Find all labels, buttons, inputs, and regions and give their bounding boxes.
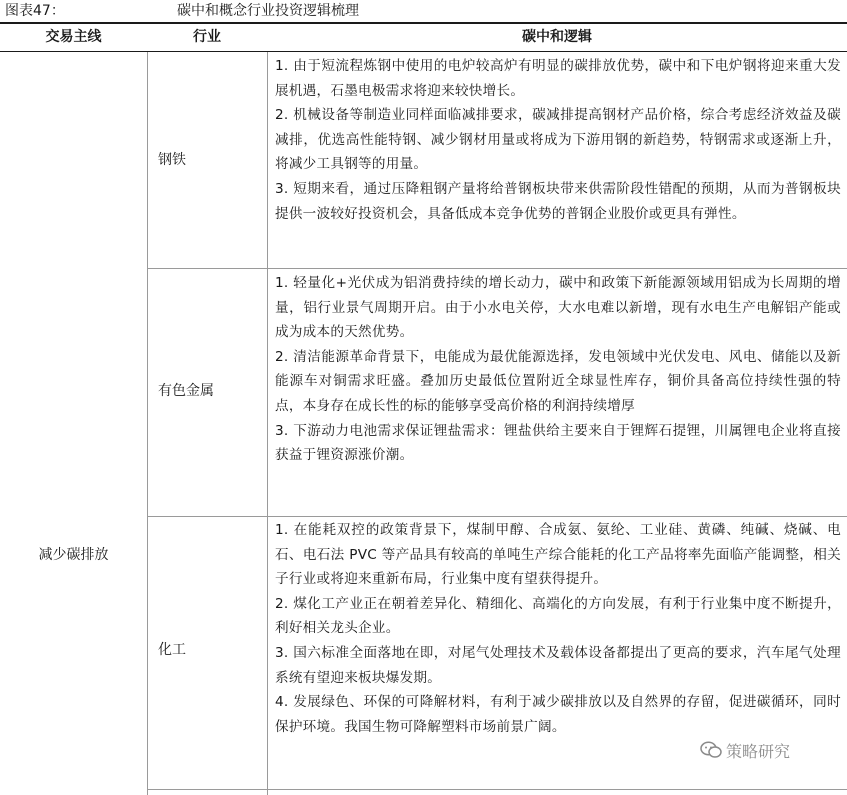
logic-item: 3. 国六标准全面落地在即，对尾气处理技术及载体设备都提出了更高的要求，汽车尾气处理系统有望迎来板块爆发期。 bbox=[275, 644, 841, 686]
logic-cell-steel bbox=[275, 54, 841, 226]
header-industry: 行业 bbox=[193, 29, 221, 45]
watermark bbox=[700, 737, 790, 763]
logic-item: 3. 下游动力电池需求保证锂盐需求：锂盐供给主要来自于锂辉石提锂，川属锂电企业将直接获益于锂资源涨价潮。 bbox=[275, 422, 841, 464]
logic-item: 1. 在能耗双控的政策背景下，煤制甲醇、合成氨、氨纶、工业硅、黄磷、纯碱、烧碱、电石、电石法 PVC 等产品具有较高的单吨生产综合能耗的化工产品将率先面临产能调整，相关子行业或将迎来重新布局，行业集中度有望获得提升。 bbox=[275, 522, 841, 588]
logic-item: 1. 轻量化+光伏成为铝消费持续的增长动力，碳中和政策下新能源领域用铝成为长周期的增量，铝行业景气周期开启。由于小水电关停，大水电难以新增，现有水电生产电解铝产能或成为成本的天然优势。 bbox=[275, 275, 841, 341]
figure-number: 图表47： bbox=[5, 3, 65, 19]
logic-item: 3. 短期来看，通过压降粗钢产量将给普钢板块带来供需阶段性错配的预期，从而为普钢板块提供一波较好投资机会，具备低成本竞争优势的普钢企业股价或更具有弹性。 bbox=[275, 180, 841, 222]
header-main-line: 交易主线 bbox=[45, 29, 102, 45]
logic-item: 1. 由于短流程炼钢中使用的电炉较高炉有明显的碳排放优势，碳中和下电炉钢将迎来重大发展机遇，石墨电极需求将迎来较快增长。 bbox=[275, 58, 841, 99]
figure-title: 碳中和概念行业投资逻辑梳理 bbox=[177, 3, 359, 19]
logic-cell-nonferrous bbox=[275, 271, 841, 468]
watermark-text: 策略研究 bbox=[726, 741, 791, 761]
row-divider bbox=[147, 516, 847, 517]
wechat-icon bbox=[700, 741, 722, 759]
header-rule bbox=[0, 51, 847, 52]
header-logic: 碳中和逻辑 bbox=[522, 29, 592, 45]
logic-item: 2. 机械设备等制造业同样面临减排要求，碳减排提高钢材产品价格，综合考虑经济效益及碳减排，优选高性能特钢、减少钢材用量或将成为下游用钢的新趋势，特钢需求或逐渐上升，将减少工具钢等的用量。 bbox=[275, 107, 841, 173]
column-divider bbox=[267, 52, 268, 795]
figure-caption bbox=[0, 0, 847, 24]
industry-nonferrous: 有色金属 bbox=[158, 383, 214, 399]
industry-steel: 钢铁 bbox=[158, 152, 186, 168]
logic-item: 4. 发展绿色、环保的可降解材料，有利于减少碳排放以及自然界的存留，促进碳循环，同时保护环境。我国生物可降解塑料市场前景广阔。 bbox=[275, 694, 841, 735]
main-line-cell: 减少碳排放 bbox=[38, 547, 109, 563]
column-divider bbox=[147, 52, 148, 795]
logic-item: 2. 清洁能源革命背景下，电能成为最优能源选择，发电领域中光伏发电、风电、储能以及新能源车对铜需求旺盛。叠加历史最低位置附近全球显性库存，铜价具备高位持续性强的特点，本身存在成长性的标的能够享受高价格的利润持续增厚 bbox=[275, 348, 841, 414]
logic-item: 2. 煤化工产业正在朝着差异化、精细化、高端化的方向发展，有利于行业集中度不断提升，利好相关龙头企业。 bbox=[275, 595, 841, 637]
row-divider bbox=[147, 268, 847, 269]
industry-chemical: 化工 bbox=[158, 642, 186, 658]
logic-cell-chemical bbox=[275, 518, 841, 739]
row-divider bbox=[147, 789, 847, 790]
